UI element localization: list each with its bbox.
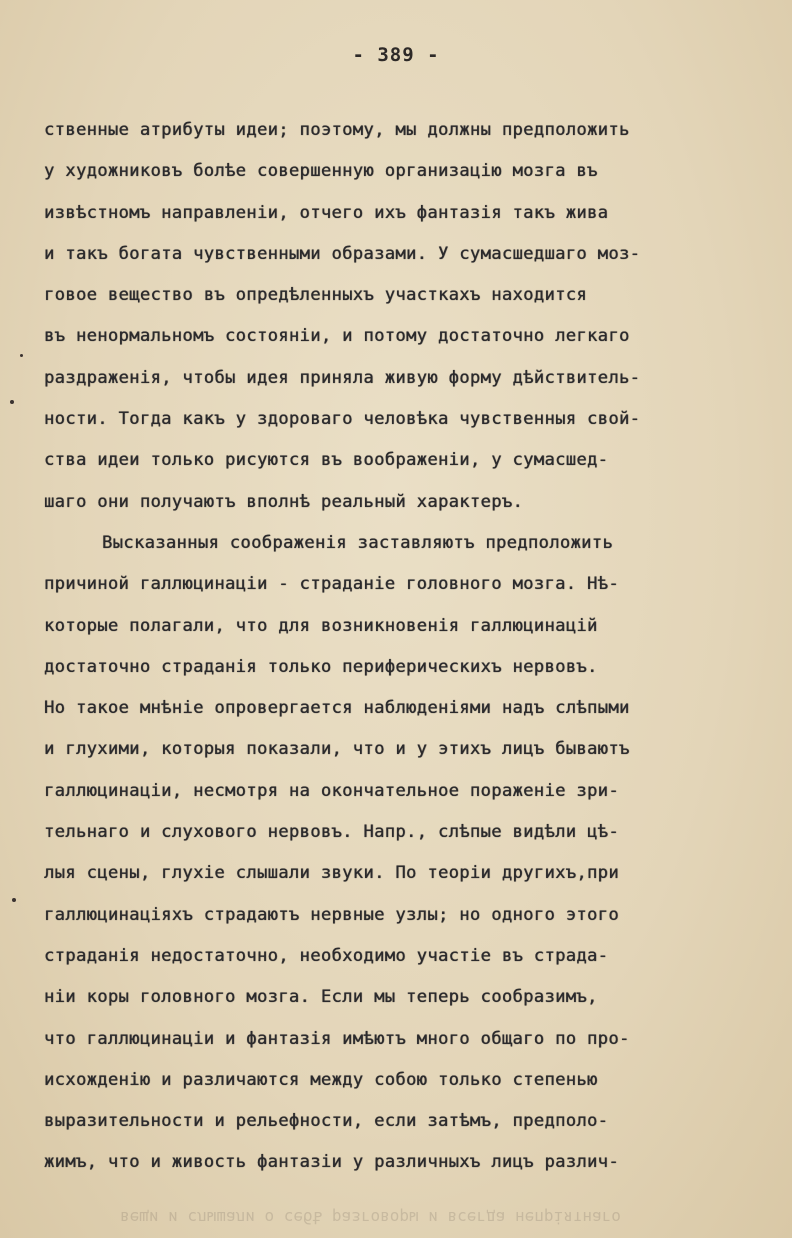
body-text [44, 110, 784, 1184]
text-line: въ ненормальномъ состояніи, и потому достаточно легкаго [44, 326, 630, 347]
text-line: извѣстномъ направленіи, отчего ихъ фантазія такъ жива [44, 202, 609, 223]
text-line: тельнаго и слухового нервовъ. Напр., слѣпые видѣли цѣ- [44, 822, 619, 843]
text-line: шаго они получаютъ вполнѣ реальный характеръ. [44, 491, 524, 512]
text-line: страданія недостаточно, необходимо участіе въ страда- [44, 945, 609, 966]
text-line: ственные атрибуты идеи; поэтому, мы должны предположить [44, 120, 630, 140]
text-line: лыя сцены, глухіе слышали звуки. По теоріи другихъ,при [44, 863, 619, 884]
margin-speck [20, 354, 23, 357]
page-number: - 389 - [352, 44, 440, 66]
margin-speck [10, 400, 14, 404]
text-line: ніи коры головного мозга. Если мы теперь сообразимъ, [44, 987, 598, 1008]
text-line: ства идеи только рисуются въ воображеніи, у сумасшед- [44, 450, 609, 471]
text-line: галлюцинаціи, несмотря на окончательное пораженіе зри- [44, 780, 619, 801]
text-line: и глухими, которыя показали, что и у этихъ лицъ бываютъ [44, 739, 630, 760]
text-line: раздраженія, чтобы идея приняла живую форму дѣйствитель- [44, 367, 641, 388]
text-line: у художниковъ болѣе совершенную организацію мозга въ [44, 161, 598, 182]
margin-speck [12, 898, 16, 902]
text-line: и такъ богата чувственными образами. У сумасшедшаго моз- [44, 243, 641, 264]
text-line: достаточно страданія только периферическихъ нервовъ. [44, 656, 598, 677]
text-line: Но такое мнѣніе опровергается наблюденіями надъ слѣпыми [44, 698, 630, 719]
text-line: выразительности и рельефности, если затѣмъ, предполо- [44, 1111, 609, 1132]
text-line: ности. Тогда какъ у здороваго человѣка чувственныя свой- [44, 409, 641, 430]
text-line: причиной галлюцинаціи - страданіе головного мозга. Нѣ- [44, 574, 619, 595]
text-line: что галлюцинаціи и фантазія имѣютъ много общаго по про- [44, 1028, 630, 1049]
text-line: жимъ, что и живость фантазіи у различныхъ лицъ различ- [44, 1152, 619, 1173]
text-line: галлюцинаціяхъ страдаютъ нервные узлы; но одного этого [44, 904, 619, 925]
text-line: исхожденію и различаются между собою только степенью [44, 1069, 598, 1090]
text-line: говое вещество въ опредѣленныхъ участкахъ находится [44, 285, 588, 306]
paragraph-start-line: Высказанныя соображенія заставляютъ предположить [102, 532, 614, 553]
text-line: которые полагали, что для возникновенія галлюцинацій [44, 615, 598, 636]
bleed-through-text: вещи и слышали о себѣ разговоры и всегда непріятнаго [120, 1208, 621, 1227]
